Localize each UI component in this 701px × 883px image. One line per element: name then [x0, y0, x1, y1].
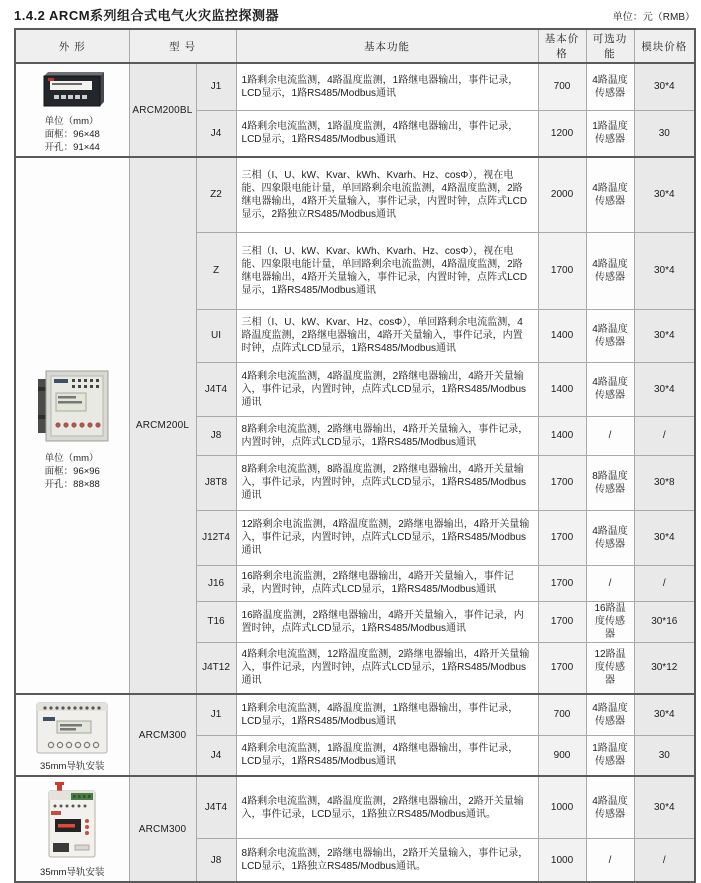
optional-cell: 12路温度传感器: [586, 642, 634, 694]
base-price-cell: 2000: [538, 157, 586, 232]
functions-cell: 4路剩余电流监测，4路温度监测，2路继电器输出，4路开关量输入，事件记录，内置时钟，点阵式LCD显示，1路RS485/Modbus通讯: [236, 362, 538, 416]
functions-cell: 三相（I、U、kW、Kvar、Hz、cosΦ），单回路剩余电流监测，4路温度监测，2路继电器输出，4路开关量输入，事件记录，内置时钟，点阵式LCD显示，1路RS485/Modbus通讯: [236, 309, 538, 362]
variant-cell: J4: [196, 735, 236, 776]
device-image-din-rail-module-antenna-icon: [18, 781, 127, 863]
base-price-cell: 1700: [538, 455, 586, 510]
optional-cell: 4路温度传感器: [586, 309, 634, 362]
optional-cell: /: [586, 839, 634, 882]
shape-caption-line: 35mm导轨安装: [40, 867, 105, 878]
variant-cell: J8: [196, 839, 236, 882]
table-row: [15, 694, 695, 735]
shape-caption-line: 单位（mm）: [44, 116, 99, 127]
model-cell: ARCM200BL: [129, 63, 196, 157]
page-title: 1.4.2 ARCM系列组合式电气火灾监控探测器: [14, 8, 280, 23]
base-price-cell: 1700: [538, 601, 586, 642]
model-cell: ARCM300: [129, 776, 196, 882]
variant-cell: Z: [196, 232, 236, 309]
base-price-cell: 1700: [538, 232, 586, 309]
shape-caption-line: 面框：96×48: [44, 129, 100, 140]
shape-cell-arcm300: [15, 694, 129, 776]
variant-cell: J1: [196, 694, 236, 735]
functions-cell: 16路剩余电流监测，2路继电器输出，4路开关量输入，事件记录，内置时钟，点阵式LCD显示，1路RS485/Modbus通讯: [236, 565, 538, 601]
functions-cell: 1路剩余电流监测，4路温度监测，1路继电器输出，事件记录，LCD显示，1路RS485/Modbus通讯: [236, 694, 538, 735]
optional-cell: 1路温度传感器: [586, 735, 634, 776]
shape-caption-line: 35mm导轨安装: [40, 761, 105, 772]
functions-cell: 8路剩余电流监测，2路继电器输出，2路开关量输入，事件记录，LCD显示，1路独立RS485/Modbus通讯。: [236, 839, 538, 882]
base-price-cell: 1000: [538, 776, 586, 839]
header-module-price: 模块价格: [634, 29, 695, 63]
variant-cell: J8: [196, 416, 236, 455]
base-price-cell: 900: [538, 735, 586, 776]
device-image-panel-meter-96x48-icon: [18, 68, 127, 112]
header-shape: 外 形: [15, 29, 129, 63]
module-price-cell: 30*4: [634, 694, 695, 735]
optional-cell: /: [586, 416, 634, 455]
module-price-cell: /: [634, 416, 695, 455]
module-price-cell: /: [634, 839, 695, 882]
optional-cell: 16路温度传感器: [586, 601, 634, 642]
optional-cell: 4路温度传感器: [586, 63, 634, 110]
base-price-cell: 1700: [538, 642, 586, 694]
functions-cell: 12路剩余电流监测，4路温度监测，2路继电器输出，4路开关量输入，事件记录，内置时钟，点阵式LCD显示，1路RS485/Modbus通讯: [236, 510, 538, 565]
table-row: [15, 157, 695, 232]
device-image-panel-meter-96x96-icon: [18, 363, 127, 449]
base-price-cell: 700: [538, 694, 586, 735]
optional-cell: 4路温度传感器: [586, 232, 634, 309]
header-optional: 可选功能: [586, 29, 634, 63]
variant-cell: UI: [196, 309, 236, 362]
model-cell: ARCM300: [129, 694, 196, 776]
module-price-cell: /: [634, 565, 695, 601]
variant-cell: J4: [196, 110, 236, 157]
functions-cell: 4路剩余电流监测，1路温度监测，4路继电器输出，事件记录，LCD显示，1路RS485/Modbus通讯: [236, 110, 538, 157]
module-price-cell: 30*4: [634, 232, 695, 309]
shape-cell-arcm200bl: [15, 63, 129, 157]
base-price-cell: 1400: [538, 362, 586, 416]
variant-cell: Z2: [196, 157, 236, 232]
variant-cell: J4T4: [196, 362, 236, 416]
functions-cell: 三相（I、U、kW、Kvar、kWh、Kvarh、Hz、cosΦ），视在电能、四象限电能计量，单回路剩余电流监测，4路温度监测，2路继电器输出，4路开关量输入，事件记录，内置时钟，点阵式LCD显示，1路RS485/Modbus通讯: [236, 232, 538, 309]
table-row: [15, 776, 695, 839]
variant-cell: J16: [196, 565, 236, 601]
variant-cell: J4T12: [196, 642, 236, 694]
header-functions: 基本功能: [236, 29, 538, 63]
functions-cell: 8路剩余电流监测，8路温度监测，2路继电器输出，4路开关量输入，事件记录，内置时钟，点阵式LCD显示，1路RS485/Modbus通讯: [236, 455, 538, 510]
header-base-price: 基本价格: [538, 29, 586, 63]
module-price-cell: 30*4: [634, 309, 695, 362]
variant-cell: J4T4: [196, 776, 236, 839]
module-price-cell: 30: [634, 735, 695, 776]
shape-cell-arcm200l: [15, 157, 129, 694]
base-price-cell: 1700: [538, 510, 586, 565]
variant-cell: J8T8: [196, 455, 236, 510]
shape-caption-line: 单位（mm）: [44, 452, 99, 464]
base-price-cell: 1400: [538, 416, 586, 455]
module-price-cell: 30: [634, 110, 695, 157]
shape-caption-line: 开孔：91×44: [44, 142, 100, 153]
table-header-row: [15, 29, 695, 63]
header-model: 型 号: [129, 29, 236, 63]
module-price-cell: 30*12: [634, 642, 695, 694]
optional-cell: 8路温度传感器: [586, 455, 634, 510]
module-price-cell: 30*16: [634, 601, 695, 642]
module-price-cell: 30*4: [634, 776, 695, 839]
module-price-cell: 30*4: [634, 362, 695, 416]
unit-note: 单位：元（RMB）: [612, 12, 695, 23]
price-table: [14, 28, 696, 883]
optional-cell: /: [586, 565, 634, 601]
functions-cell: 8路剩余电流监测，2路继电器输出，4路开关量输入，事件记录，内置时钟，点阵式LCD显示，1路RS485/Modbus通讯: [236, 416, 538, 455]
shape-cell-arcm300-antenna: [15, 776, 129, 882]
table-row: [15, 63, 695, 110]
variant-cell: J12T4: [196, 510, 236, 565]
functions-cell: 16路温度监测，2路继电器输出，4路开关量输入，事件记录，内置时钟，点阵式LCD显示，1路RS485/Modbus通讯: [236, 601, 538, 642]
optional-cell: 4路温度传感器: [586, 510, 634, 565]
variant-cell: T16: [196, 601, 236, 642]
module-price-cell: 30*4: [634, 157, 695, 232]
optional-cell: 4路温度传感器: [586, 694, 634, 735]
base-price-cell: 1400: [538, 309, 586, 362]
functions-cell: 4路剩余电流监测，4路温度监测，2路继电器输出，2路开关量输入，事件记录，LCD显示，1路独立RS485/Modbus通讯。: [236, 776, 538, 839]
functions-cell: 1路剩余电流监测，4路温度监测，1路继电器输出，事件记录，LCD显示，1路RS485/Modbus通讯: [236, 63, 538, 110]
page-header: [0, 0, 701, 28]
base-price-cell: 1000: [538, 839, 586, 882]
functions-cell: 4路剩余电流监测，12路温度监测，2路继电器输出，4路开关量输入，事件记录，内置时钟，点阵式LCD显示，1路RS485/Modbus通讯: [236, 642, 538, 694]
base-price-cell: 700: [538, 63, 586, 110]
model-cell: ARCM200L: [129, 157, 196, 694]
optional-cell: 4路温度传感器: [586, 776, 634, 839]
functions-cell: 4路剩余电流监测，1路温度监测，4路继电器输出，事件记录，LCD显示，1路RS485/Modbus通讯: [236, 735, 538, 776]
module-price-cell: 30*8: [634, 455, 695, 510]
shape-caption-line: 开孔：88×88: [44, 478, 100, 490]
base-price-cell: 1200: [538, 110, 586, 157]
base-price-cell: 1700: [538, 565, 586, 601]
device-image-din-rail-module-icon: [18, 699, 127, 757]
functions-cell: 三相（I、U、kW、Kvar、kWh、Kvarh、Hz、cosΦ），视在电能、四象限电能计量，单回路剩余电流监测，4路温度监测，2路继电器输出，4路开关量输入，事件记录，内置时钟，点阵式LCD显示，2路独立RS485/Modbus通讯: [236, 157, 538, 232]
optional-cell: 1路温度传感器: [586, 110, 634, 157]
module-price-cell: 30*4: [634, 63, 695, 110]
shape-caption-line: 面框：96×96: [44, 465, 100, 477]
variant-cell: J1: [196, 63, 236, 110]
optional-cell: 4路温度传感器: [586, 157, 634, 232]
module-price-cell: 30*4: [634, 510, 695, 565]
optional-cell: 4路温度传感器: [586, 362, 634, 416]
